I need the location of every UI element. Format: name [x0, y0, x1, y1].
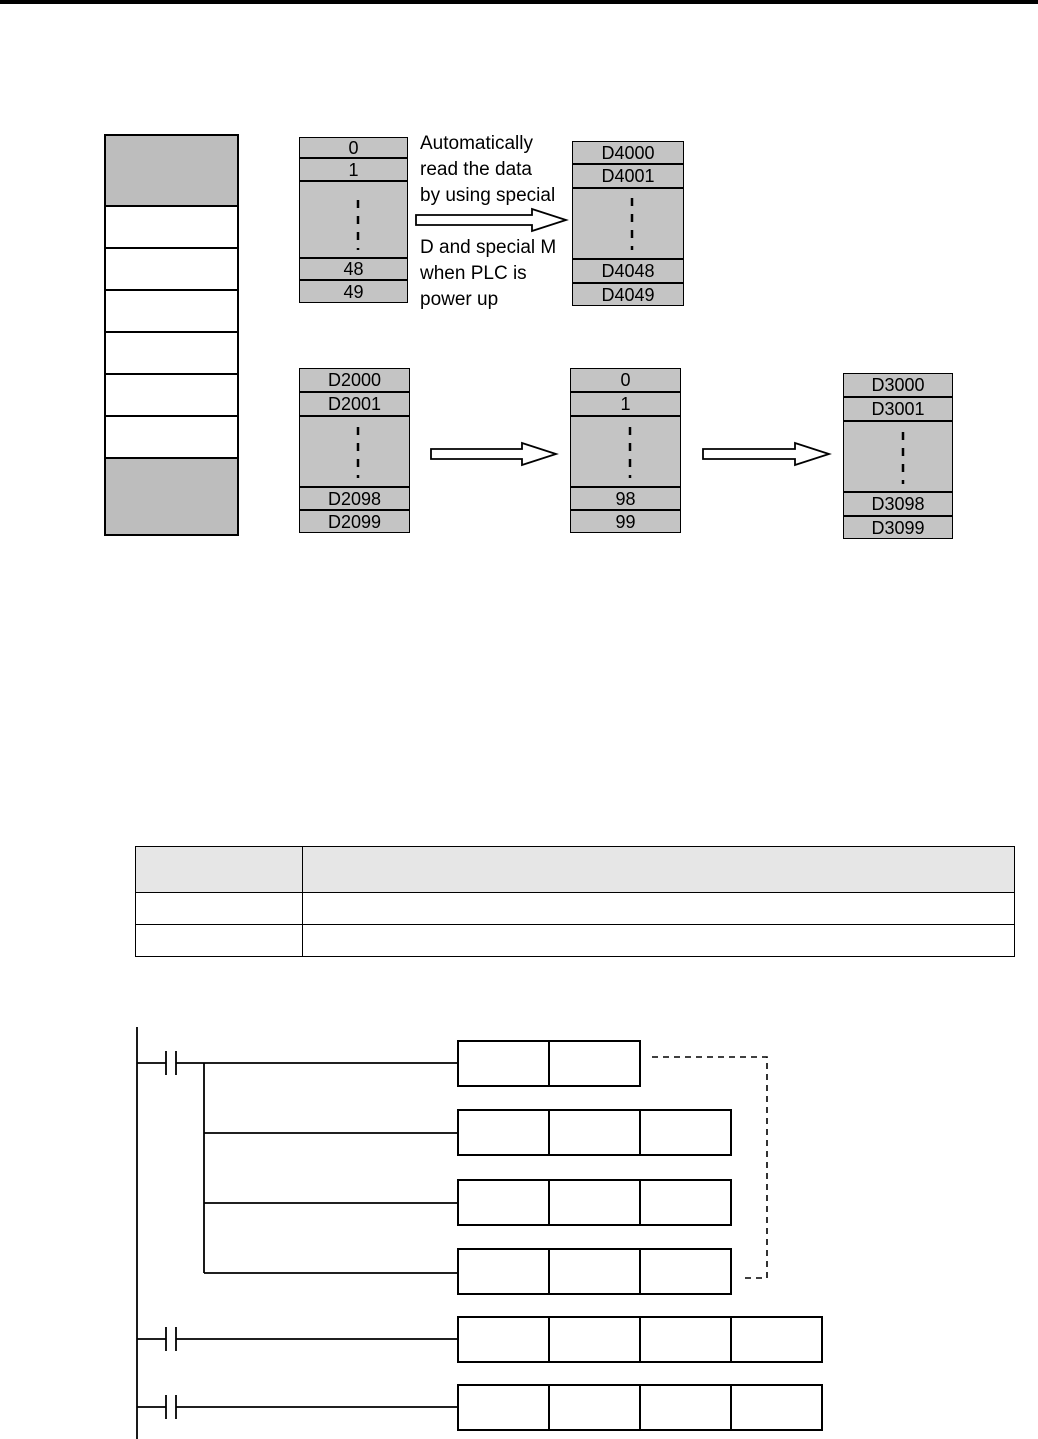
- register-cell: D3001: [843, 397, 953, 421]
- table-cell: [303, 893, 1015, 925]
- register-cell: D3098: [843, 492, 953, 516]
- arrow-right-icon: [431, 443, 556, 465]
- register-cell: 99: [570, 510, 681, 533]
- table-header-row: [136, 847, 1015, 893]
- note-line: Automatically: [420, 133, 533, 154]
- register-cell: 48: [299, 258, 408, 280]
- register-cell: D4001: [572, 164, 684, 188]
- dashed-bracket: [652, 1057, 767, 1278]
- register-cell: D4048: [572, 259, 684, 283]
- range-dash-markers: [358, 198, 903, 484]
- register-cell: D2000: [299, 368, 410, 392]
- register-cell: 0: [570, 368, 681, 392]
- register-cell: 1: [570, 392, 681, 416]
- register-cell: D2098: [299, 487, 410, 510]
- register-cell: 1: [299, 158, 408, 181]
- register-cell: 0: [299, 137, 408, 158]
- table-row: [136, 893, 1015, 925]
- register-cell: D4000: [572, 141, 684, 164]
- register-cell: D2001: [299, 392, 410, 416]
- note-line: power up: [420, 289, 499, 310]
- register-cell: D3000: [843, 373, 953, 397]
- register-cell: D3099: [843, 516, 953, 539]
- note-line: D and special M: [420, 237, 557, 258]
- note-line: read the data: [420, 159, 532, 180]
- register-cell: 98: [570, 487, 681, 510]
- arrow-right-icon: [703, 443, 829, 465]
- ladder-diagram: [137, 1027, 458, 1439]
- device-table: [135, 846, 1015, 957]
- table-cell: [136, 893, 303, 925]
- register-cell: D2099: [299, 510, 410, 533]
- register-cell: 49: [299, 280, 408, 303]
- table-cell: [136, 925, 303, 957]
- arrow-right-icon: [416, 209, 566, 231]
- table-header-cell: [303, 847, 1015, 893]
- table-header-cell: [136, 847, 303, 893]
- note-line: by using special: [420, 185, 556, 206]
- register-cell: D4049: [572, 283, 684, 306]
- table-cell: [303, 925, 1015, 957]
- table-row: [136, 925, 1015, 957]
- note-line: when PLC is: [420, 263, 527, 284]
